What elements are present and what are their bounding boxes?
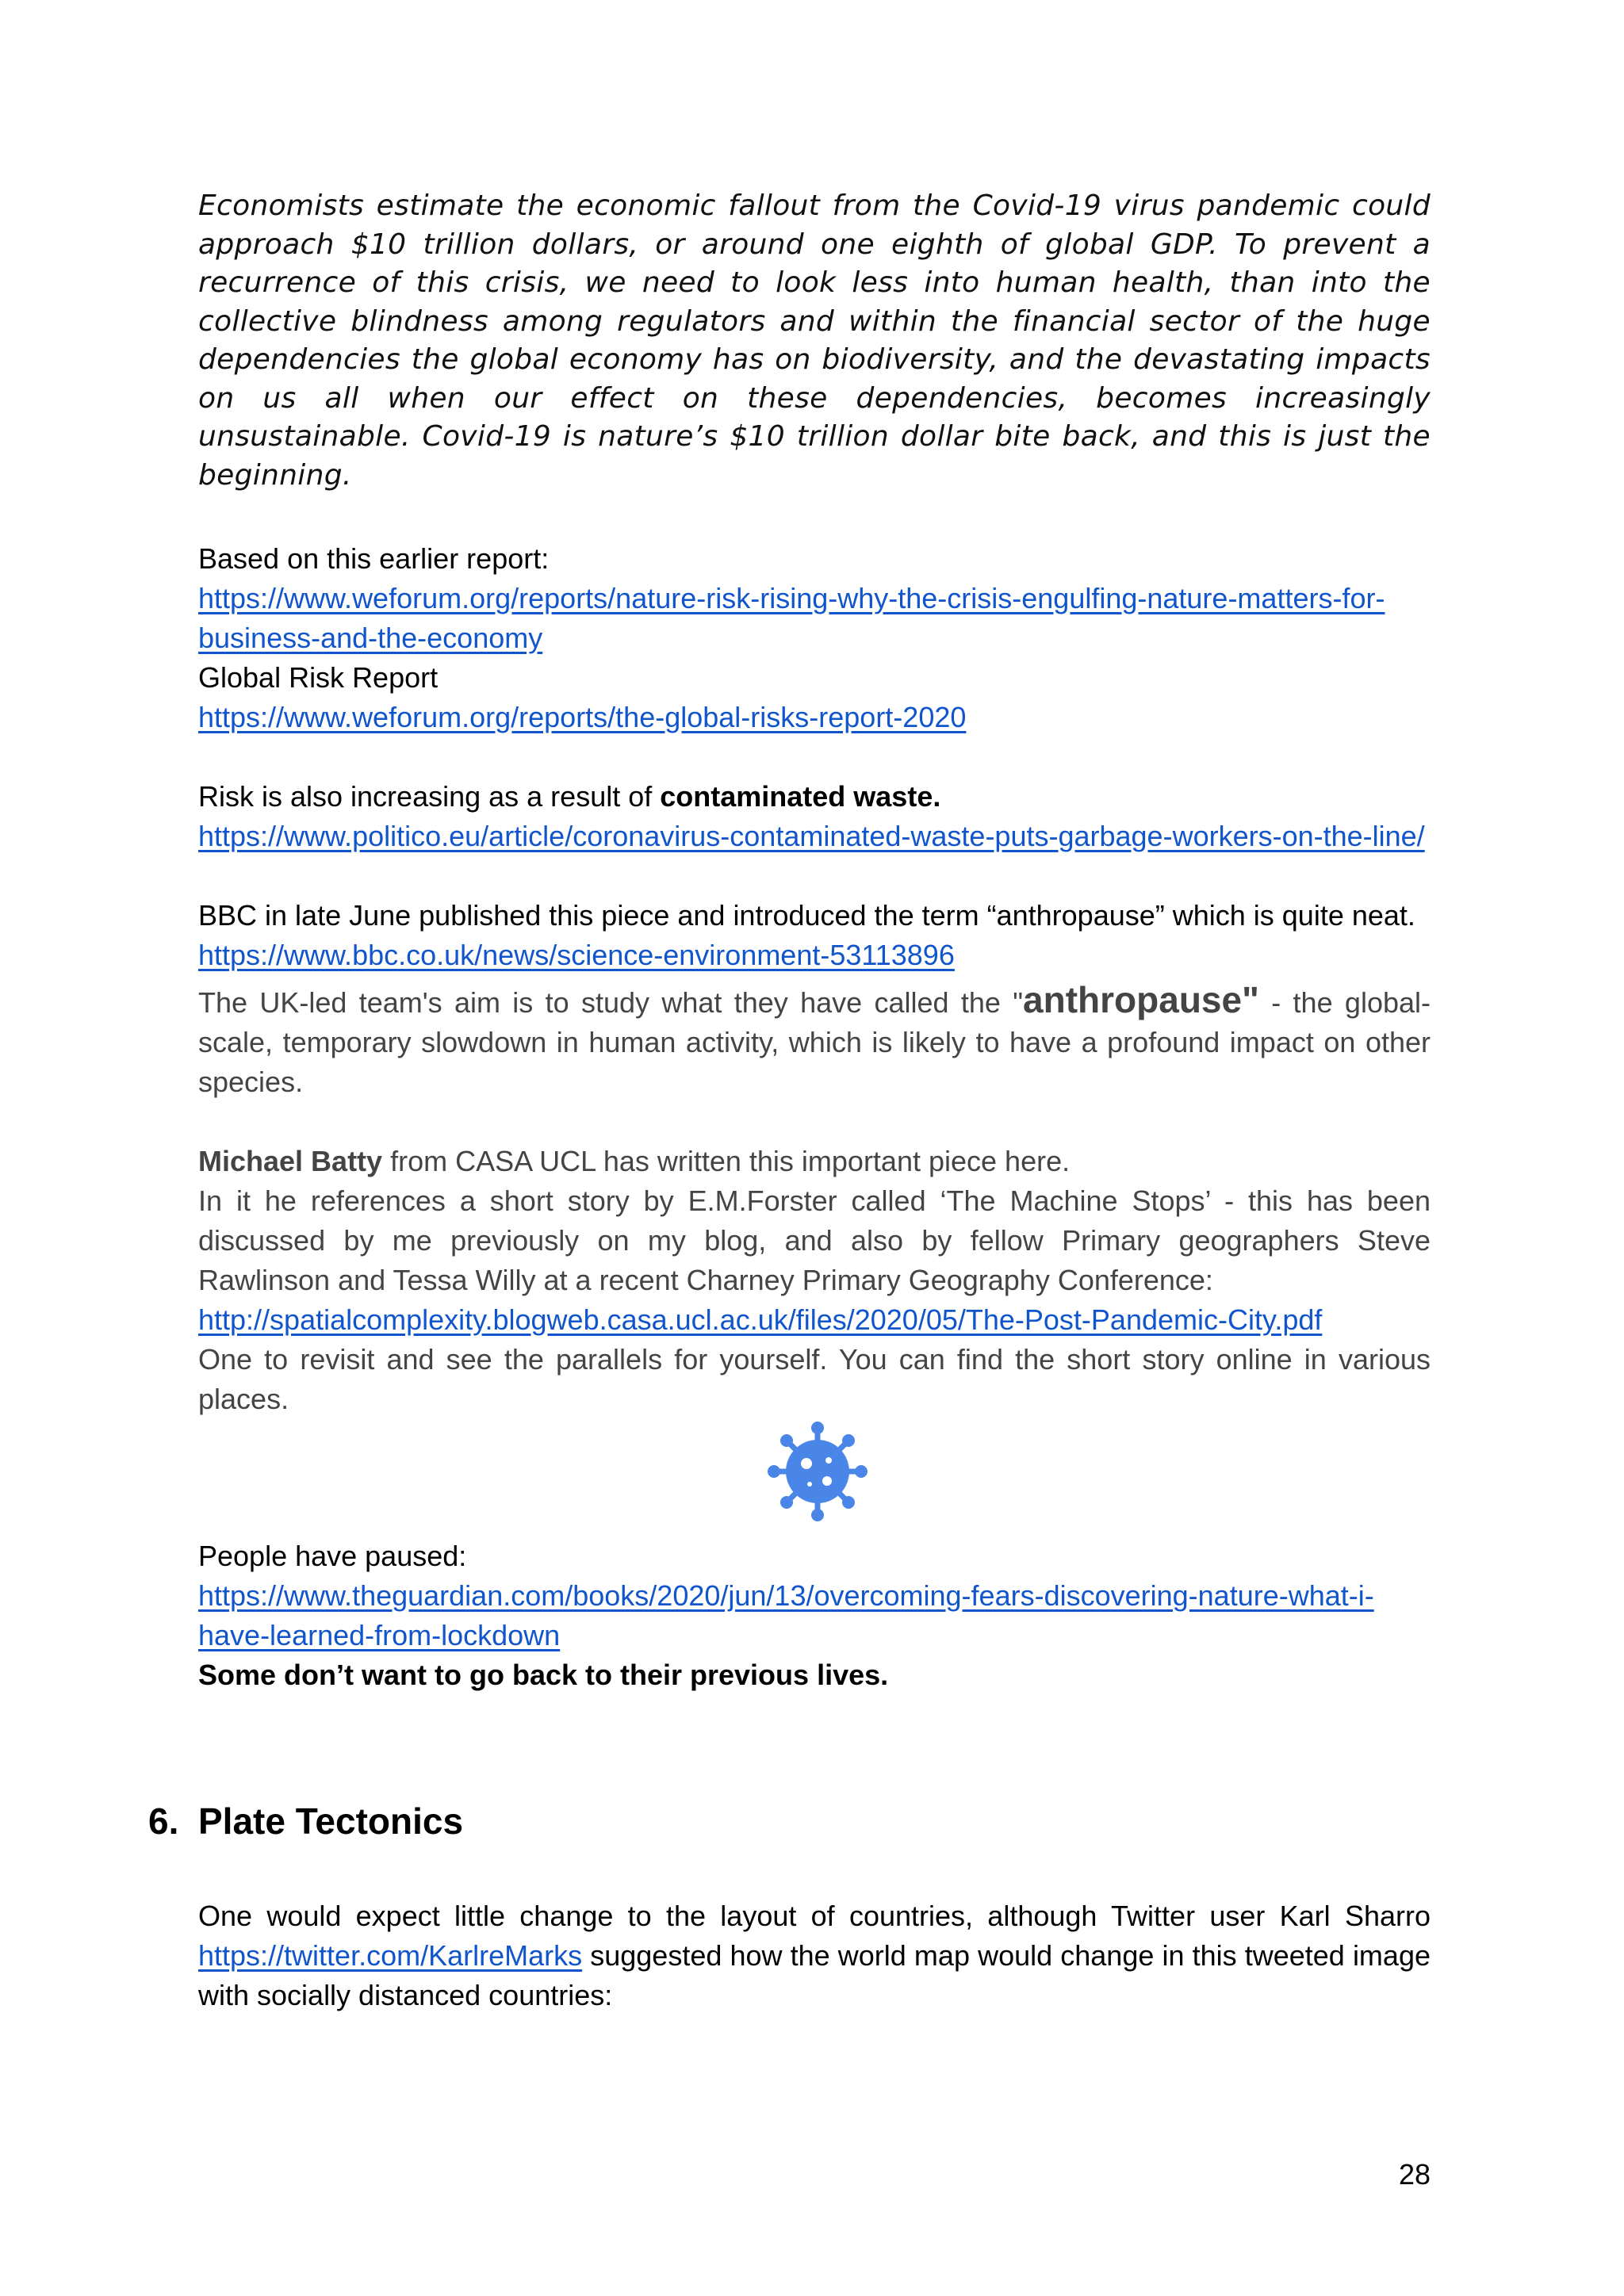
global-risk-label: Global Risk Report xyxy=(198,661,439,694)
bbc-link[interactable]: https://www.bbc.co.uk/news/science-environment-53113896 xyxy=(198,939,955,971)
paused-link[interactable]: https://www.theguardian.com/books/2020/jun/13/overcoming-fears-discovering-nature-what-i-have-learned-from-lockdown xyxy=(198,1579,1374,1651)
batty-intro xyxy=(198,1142,1431,1181)
tectonics-content xyxy=(198,1896,1431,2015)
waste-paragraph xyxy=(198,777,1431,817)
waste-link[interactable]: https://www.politico.eu/article/coronavirus-contaminated-waste-puts-garbage-workers-on-the-line/ xyxy=(198,820,1425,852)
global-risk-link[interactable]: https://www.weforum.org/reports/the-global-risks-report-2020 xyxy=(198,701,967,733)
main-content xyxy=(198,539,1431,1695)
paused-bold: Some don’t want to go back to their previous lives. xyxy=(198,1659,889,1691)
bbc-quote-after: - the global-scale, temporary slowdown in human activity, which is likely to have a profound impact on other species. xyxy=(198,986,1431,1098)
paused-label: People have paused: xyxy=(198,1540,467,1572)
twitter-link[interactable]: https://twitter.com/KarlreMarks xyxy=(198,1939,583,1972)
virus-icon-container xyxy=(198,1419,1431,1536)
section-title: Plate Tectonics xyxy=(198,1800,464,1842)
earlier-report-link[interactable]: https://www.weforum.org/reports/nature-risk-rising-why-the-crisis-engulfing-nature-matters-for-business-and-the-economy xyxy=(198,582,1385,654)
page-number: 28 xyxy=(1398,2158,1431,2191)
earlier-report-label: Based on this earlier report: xyxy=(198,542,550,575)
batty-after: One to revisit and see the parallels for yourself. You can find the short story online in various places. xyxy=(198,1343,1431,1415)
tectonics-paragraph xyxy=(198,1896,1431,2015)
batty-intro-text: from CASA UCL has written this important piece here. xyxy=(382,1145,1071,1177)
tectonics-text-before: One would expect little change to the layout of countries, although Twitter user Karl Sharro xyxy=(198,1900,1431,1932)
quote-paragraph: Economists estimate the economic fallout from the Covid-19 virus pandemic could approach $10 trillion dollars, or around one eighth of global GDP. To prevent a recurrence of this crisis, we need to look less into human health, than into the collective blindness among regulators and within the financial sector of the huge dependencies the global economy has on biodiversity, and the devastating impacts on us all when our effect on these dependencies, becomes increasingly unsustainable. Covid-19 is nature’s $10 trillion dollar bite back, and this is just the beginning. xyxy=(198,189,1431,492)
batty-link[interactable]: http://spatialcomplexity.blogweb.casa.ucl.ac.uk/files/2020/05/The-Post-Pandemic-City.pdf xyxy=(198,1303,1323,1336)
section-heading xyxy=(148,1800,463,1843)
waste-bold: contaminated waste. xyxy=(660,780,941,813)
batty-name: Michael Batty xyxy=(198,1145,383,1177)
bbc-quote xyxy=(198,980,1431,1102)
virus-icon xyxy=(767,1421,868,1522)
tectonics-text-after: suggested how the world map would change in this tweeted image with socially distanced countries: xyxy=(198,1939,1431,2011)
bbc-quote-term: anthropause" xyxy=(1023,979,1259,1020)
bbc-quote-before: The UK-led team's aim is to study what they have called the " xyxy=(198,986,1024,1019)
section-number: 6. xyxy=(148,1800,179,1842)
batty-text: In it he references a short story by E.M.Forster called ‘The Machine Stops’ - this has been discussed by me previously on my blog, and also by fellow Primary geographers Steve Rawlinson and Tessa Willy at a recent Charney Primary Geography Conference: xyxy=(198,1184,1431,1296)
waste-text: Risk is also increasing as a result of xyxy=(198,780,661,813)
bbc-paragraph: BBC in late June published this piece and introduced the term “anthropause” which is quite neat. xyxy=(198,899,1415,932)
